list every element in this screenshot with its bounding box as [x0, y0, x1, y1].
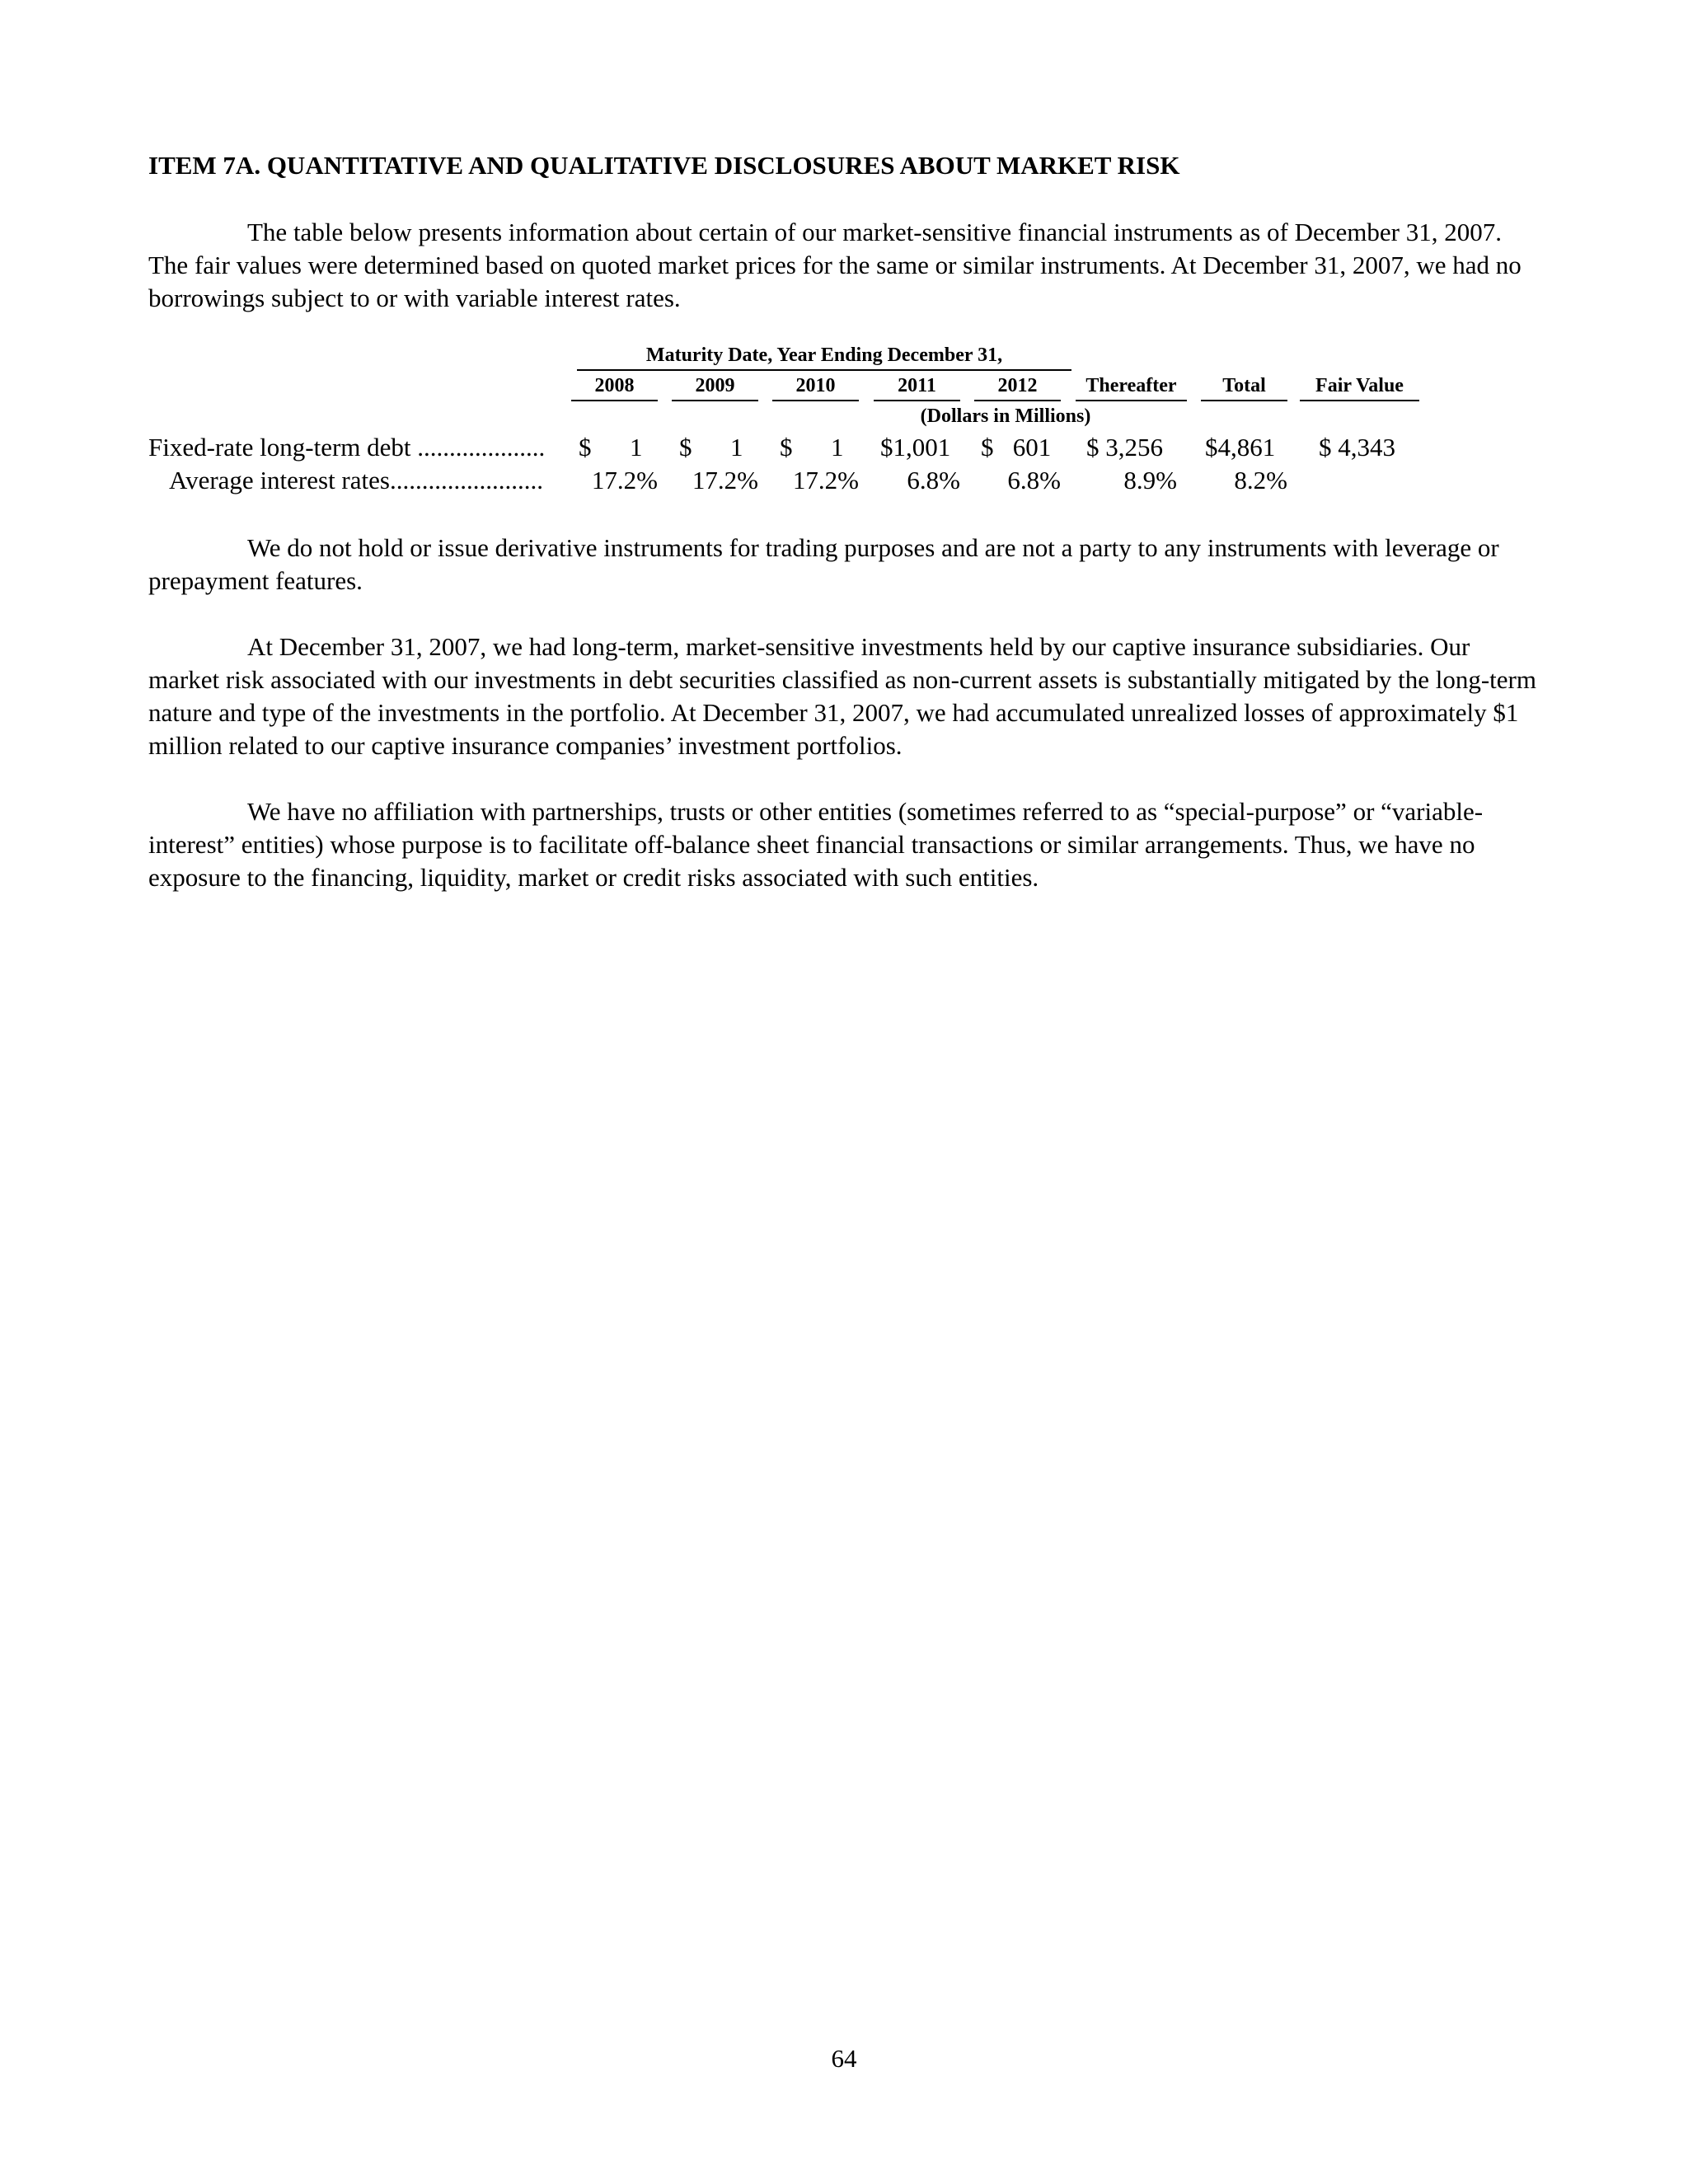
- cell-2012: 6.8%: [1007, 466, 1061, 494]
- cell-thereafter: 8.9%: [1123, 466, 1177, 494]
- col-header-2010: 2010: [772, 375, 859, 401]
- cell-2009: 17.2%: [692, 466, 758, 494]
- col-header-2012: 2012: [974, 375, 1061, 401]
- cell-2011: $1,001: [880, 433, 951, 462]
- derivatives-paragraph: We do not hold or issue derivative instruments for trading purposes and are not a party to any instruments with leverage or prepayment features.: [148, 533, 1499, 595]
- intro-paragraph: The table below presents information about certain of our market-sensitive financial instruments as of December 31, 2007. The fair values were determined based on quoted market prices for the same or similar instruments. At December 31, 2007, we had no borrowings subject to or with variable interest rates.: [148, 218, 1522, 312]
- col-header-2008: 2008: [571, 375, 658, 401]
- cell-2011: 6.8%: [907, 466, 960, 494]
- cell-2008: 17.2%: [591, 466, 658, 494]
- col-header-thereafter: Thereafter: [1076, 375, 1187, 401]
- investments-paragraph: At December 31, 2007, we had long-term, market-sensitive investments held by our captive insurance subsidiaries. Our market risk associated with our investments in debt securities classified as non-current assets is substantially mitigated by the long-term nature and type of the investments in the portfolio. At December 31, 2007, we had accumulated unrealized losses of approximately $1 million related to our captive insurance companies’ investment portfolios.: [148, 632, 1536, 760]
- row-label: Fixed-rate long-term debt ....................: [148, 433, 546, 462]
- cell-2009: $ 1: [679, 433, 743, 462]
- cell-2008: $ 1: [579, 433, 643, 462]
- col-header-total: Total: [1201, 375, 1287, 401]
- cell-2012: $ 601: [981, 433, 1052, 462]
- maturity-group-header: Maturity Date, Year Ending December 31,: [577, 344, 1071, 371]
- col-header-fair-value: Fair Value: [1300, 375, 1419, 401]
- cell-total: $4,861: [1205, 433, 1276, 462]
- cell-2010: 17.2%: [792, 466, 859, 494]
- row-label: Average interest rates........................: [169, 466, 543, 494]
- cell-thereafter: $ 3,256: [1086, 433, 1163, 462]
- affiliation-paragraph: We have no affiliation with partnerships, trusts or other entities (sometimes referred to as “special-purpose” or “variable-interest” entities) whose purpose is to facilitate off-balance sheet financial transactions or similar arrangements. Thus, we have no exposure to the financing, liquidity, market or credit risks associated with such entities.: [148, 797, 1484, 892]
- col-header-2011: 2011: [874, 375, 960, 401]
- cell-fair-value: $ 4,343: [1319, 433, 1395, 462]
- cell-2010: $ 1: [780, 433, 844, 462]
- section-heading: ITEM 7A. QUANTITATIVE AND QUALITATIVE DISCLOSURES ABOUT MARKET RISK: [148, 151, 1180, 180]
- page-number: 64: [831, 2044, 857, 2073]
- col-header-2009: 2009: [672, 375, 758, 401]
- units-note: (Dollars in Millions): [920, 405, 1091, 427]
- cell-total: 8.2%: [1234, 466, 1287, 494]
